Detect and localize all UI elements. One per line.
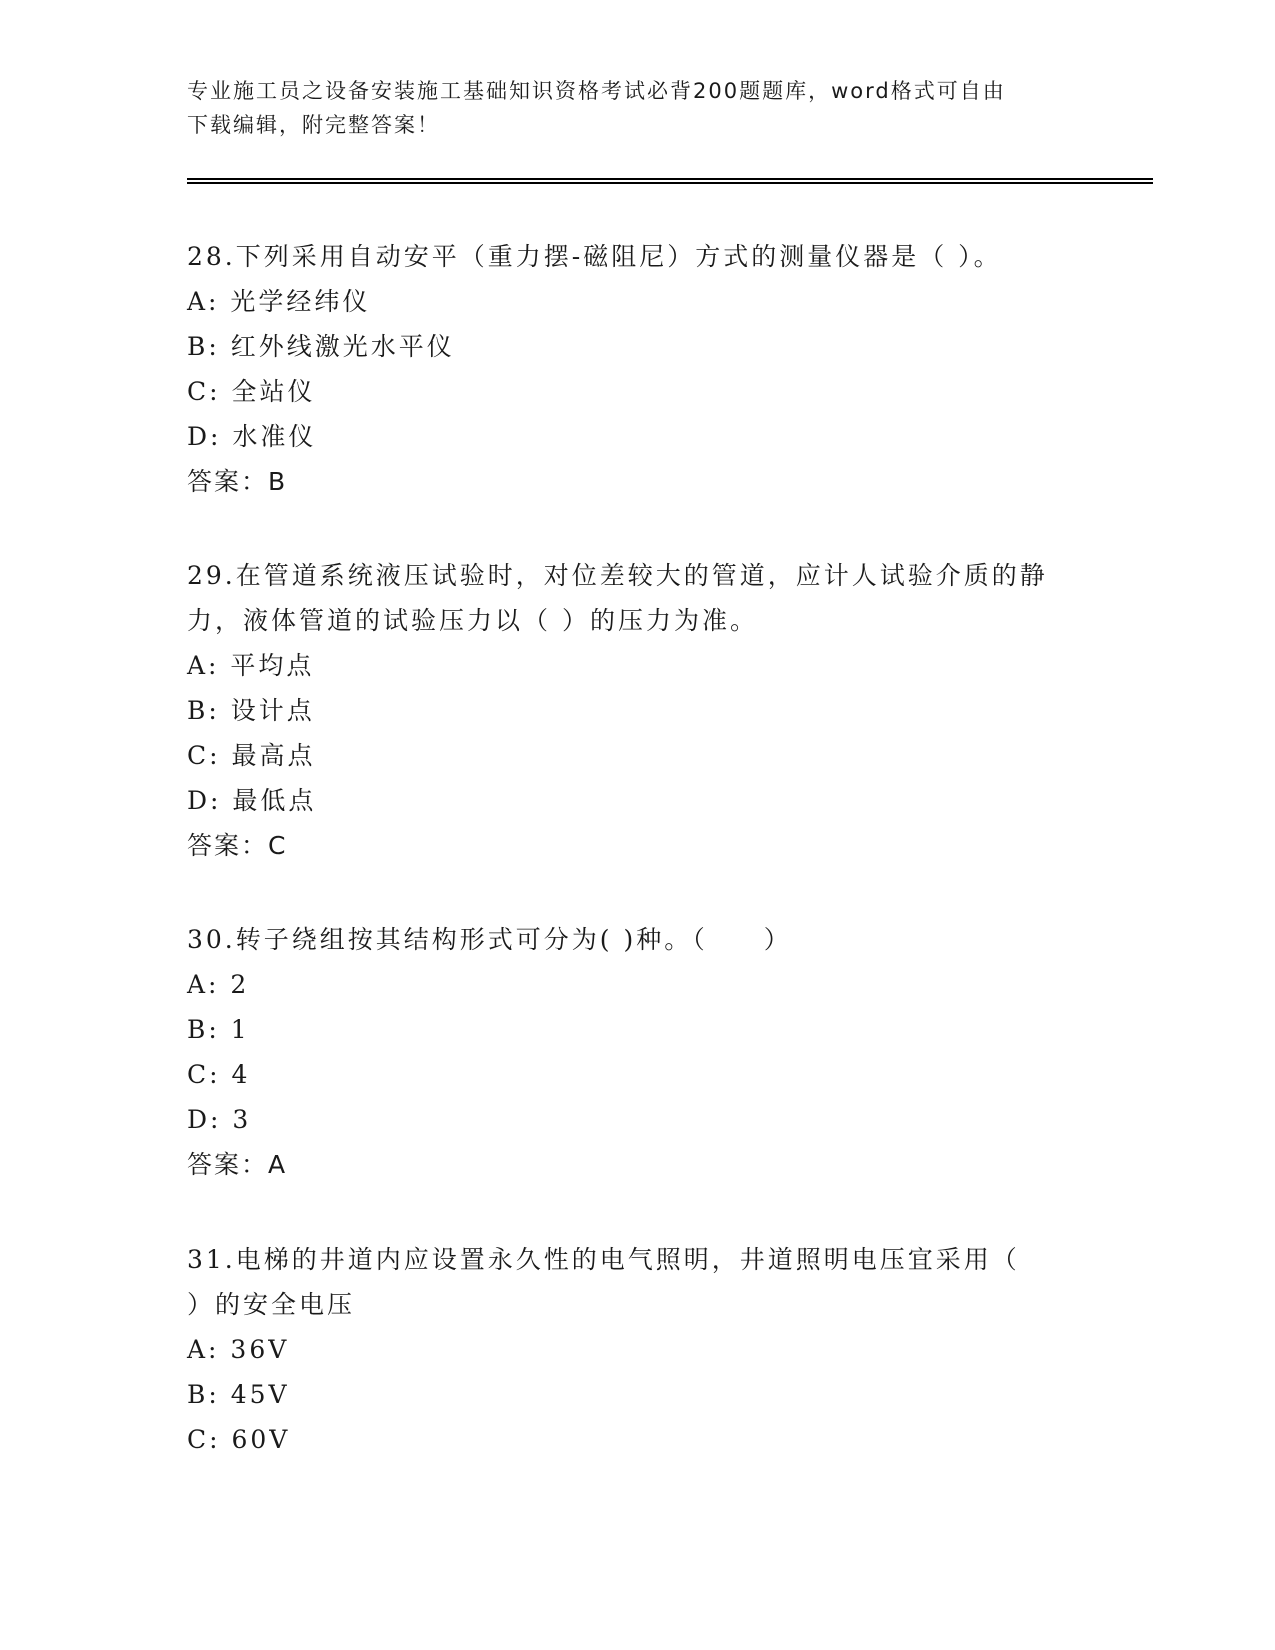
answer-line: 答案：A <box>187 1150 288 1179</box>
option-b: B: 45V <box>187 1380 290 1409</box>
option-a: A: 36V <box>187 1335 290 1364</box>
option-d: D: 最低点 <box>187 786 317 815</box>
question-stem: 28.下列采用自动安平（重力摆-磁阻尼）方式的测量仪器是（ ）。 <box>187 242 1002 271</box>
option-c: C: 60V <box>187 1425 291 1454</box>
question-stem-line-2: ）的安全电压 <box>187 1290 356 1319</box>
question-28 <box>187 234 1087 504</box>
option-d: D: 水准仪 <box>187 422 317 451</box>
question-30 <box>187 917 1087 1187</box>
option-c: C: 全站仪 <box>187 377 316 406</box>
question-stem-line-1: 29.在管道系统液压试验时，对位差较大的管道，应计人试验介质的静 <box>187 561 1048 590</box>
question-stem-line-1: 31.电梯的井道内应设置永久性的电气照明，井道照明电压宜采用（ <box>187 1245 1020 1274</box>
option-d: D: 3 <box>187 1105 252 1134</box>
header-line-1: 专业施工员之设备安装施工基础知识资格考试必背200题题库，word格式可自由 <box>187 79 1006 103</box>
option-a: A: 光学经纬仪 <box>187 287 371 316</box>
question-29 <box>187 553 1087 868</box>
option-b: B: 设计点 <box>187 696 315 725</box>
question-stem: 30.转子绕组按其结构形式可分为( )种。（ ） <box>187 925 792 954</box>
question-stem-line-2: 力，液体管道的试验压力以（ ）的压力为准。 <box>187 606 758 635</box>
option-c: C: 4 <box>187 1060 251 1089</box>
answer-line: 答案：C <box>187 831 288 860</box>
option-a: A: 2 <box>187 970 250 999</box>
header-divider <box>187 178 1153 184</box>
option-a: A: 平均点 <box>187 651 315 680</box>
header-line-2: 下载编辑，附完整答案！ <box>187 113 440 137</box>
option-b: B: 1 <box>187 1015 250 1044</box>
option-b: B: 红外线激光水平仪 <box>187 332 455 361</box>
question-31 <box>187 1237 1087 1462</box>
option-c: C: 最高点 <box>187 741 316 770</box>
document-header <box>187 74 1077 142</box>
answer-line: 答案：B <box>187 467 288 496</box>
